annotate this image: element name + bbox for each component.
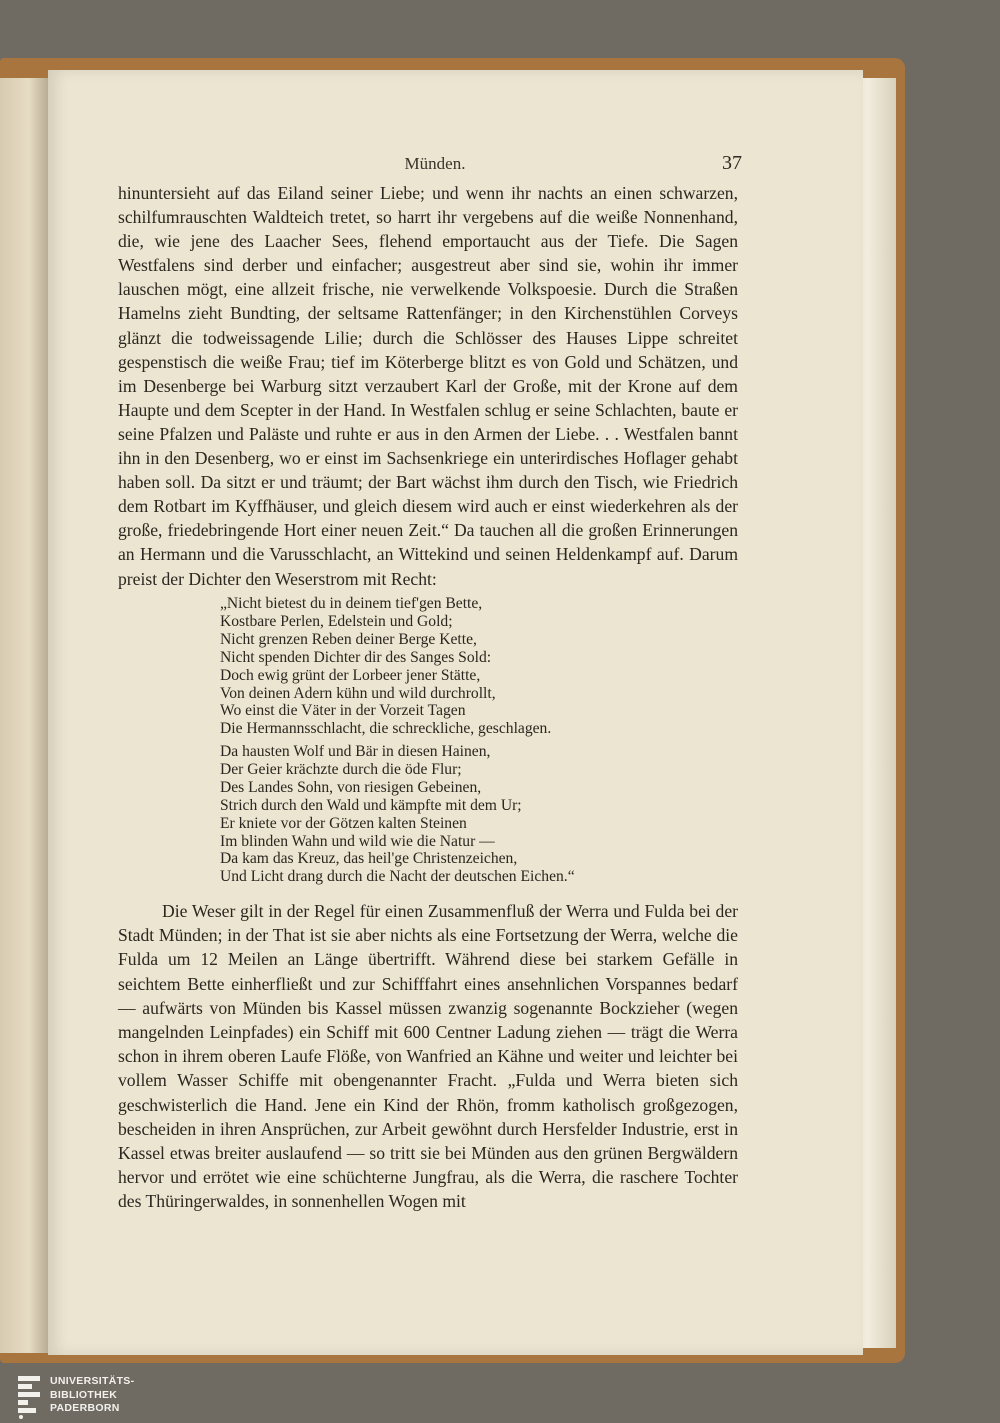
poem-line: Da hausten Wolf und Bär in diesen Hainen, xyxy=(220,743,491,760)
poem-line: Strich durch den Wald und kämpfte mit dem Ur; xyxy=(220,796,522,814)
poem-line: Nicht grenzen Reben deiner Berge Kette, xyxy=(220,630,477,648)
poem-line: „Nicht bietest du in deinem tief'gen Bette, xyxy=(220,595,483,612)
logo-line: UNIVERSITÄTS- xyxy=(50,1375,135,1387)
body-paragraph-2: Die Weser gilt in der Regel für einen Zusammenfluß der Werra und Fulda bei der Stadt Münden; in der That ist sie aber nichts als eine Fortsetzung der Werra, welche die Fulda um 12 Meilen an Länge übertrifft. Während diese bei starkem Gefälle in seichtem Bette einherfließt und zur Schifffahrt eines ansehnlichen Vorspannes bedarf — aufwärts von Münden bis Kassel müssen zwanzig sogenannte Bockzieher (wegen mangelnden Leinpfades) ein Schiff mit 600 Centner Ladung ziehen — trägt die Werra schon in ihrem oberen Laufe Flöße, von Wanfried an Kähne und weiter und leichter bei vollem Wasser Schiffe mit obengenannter Fracht. „Fulda und Werra bieten sich geschwisterlich die Hand. Jene ein Kind der Rhön, fromm katholisch großgezogen, bescheiden in ihren Ansprüchen, zur Arbeit gewöhnt durch Hersfelder Industrie, erst in Kassel etwas breiter auslaufend — so tritt sie bei Münden aus den grünen Bergwäldern hervor und errötet wie eine schüchterne Jungfrau, als die Werra, die raschere Tochter des Thüringerwaldes, in sonnenhellen Wogen mit xyxy=(118,901,738,1212)
poem-line: Die Hermannsschlacht, die schreckliche, geschlagen. xyxy=(220,720,552,738)
facing-page-edge xyxy=(0,78,48,1353)
library-logo-text xyxy=(50,1375,134,1416)
poem-stanza-1 xyxy=(220,595,670,738)
poem-stanza-2 xyxy=(220,743,670,886)
page-number: 37 xyxy=(722,152,742,174)
poem-line: Kostbare Perlen, Edelstein und Gold; xyxy=(220,612,453,630)
poem-line: Nicht spenden Dichter dir des Sanges Sold: xyxy=(220,648,492,666)
logo-line: BIBLIOTHEK xyxy=(50,1388,118,1401)
poem-line: Und Licht drang durch die Nacht der deutschen Eichen.“ xyxy=(220,868,575,886)
poem-line: Im blinden Wahn und wild wie die Natur — xyxy=(220,832,495,850)
body-paragraph-1: hinuntersieht auf das Eiland seiner Liebe; und wenn ihr nachts an einen schwarzen, schilfumrauschten Waldteich tretet, so harrt ihr vergebens auf die weiße Nonnenhand, die, wie jene des Laacher Sees, flehend emportaucht aus der Tiefe. Die Sagen Westfalens sind derber und einfacher; ausgestreut aber sind sie, wohin ihr immer lauschen mögt, eine allzeit frische, nie verwelkende Volkspoesie. Durch die Straßen Hamelns zieht Bundting, der seltsame Rattenfänger; in den Kirchenstühlen Corveys glänzt die todweissagende Lilie; durch die Schlösser des Hauses Lippe schreitet gespenstisch die weiße Frau; tief im Köterberge blitzt es von Gold und Schätzen, und im Desenberge bei Warburg sitzt verzaubert Karl der Große, mit der Krone auf dem Haupte und dem Scepter in der Hand. In Westfalen schlug er seine Schlachten, baute er seine Pfalzen und Paläste und ruhte er aus in den Armen der Liebe. . . Westfalen bannt ihn in den Desenberg, wo er einst im Sachsenkriege ein unterirdisches Hoflager gehabt haben soll. Da sitzt er und träumt; der Bart wächst ihm durch den Tisch, wie Friedrich dem Rotbart im Kyffhäuser, und gleich diesem wird auch er einst wiederkehren als der große, friedebringende Hort einer neuen Zeit.“ Da tauchen all die großen Erinnerungen an Hermann und die Varusschlacht, an Wittekind und seinen Heldenkampf auf. Darum preist der Dichter den Weserstrom mit Recht: xyxy=(118,183,738,589)
poem-line: Der Geier krächzte durch die öde Flur; xyxy=(220,760,462,778)
poem-line: Wo einst die Väter in der Vorzeit Tagen xyxy=(220,702,466,720)
logo-line: PADERBORN xyxy=(50,1402,120,1414)
poem-line: Von deinen Adern kühn und wild durchrollt, xyxy=(220,684,496,702)
library-logo xyxy=(16,1374,186,1420)
poem-line: Er kniete vor der Götzen kalten Steinen xyxy=(220,814,467,832)
poem-line: Da kam das Kreuz, das heil'ge Christenzeichen, xyxy=(220,850,518,868)
poem-line: Doch ewig grünt der Lorbeer jener Stätte, xyxy=(220,666,481,684)
library-logo-icon xyxy=(16,1374,44,1420)
running-head: Münden. xyxy=(404,154,466,173)
poem-line: Des Landes Sohn, von riesigen Gebeinen, xyxy=(220,778,482,796)
